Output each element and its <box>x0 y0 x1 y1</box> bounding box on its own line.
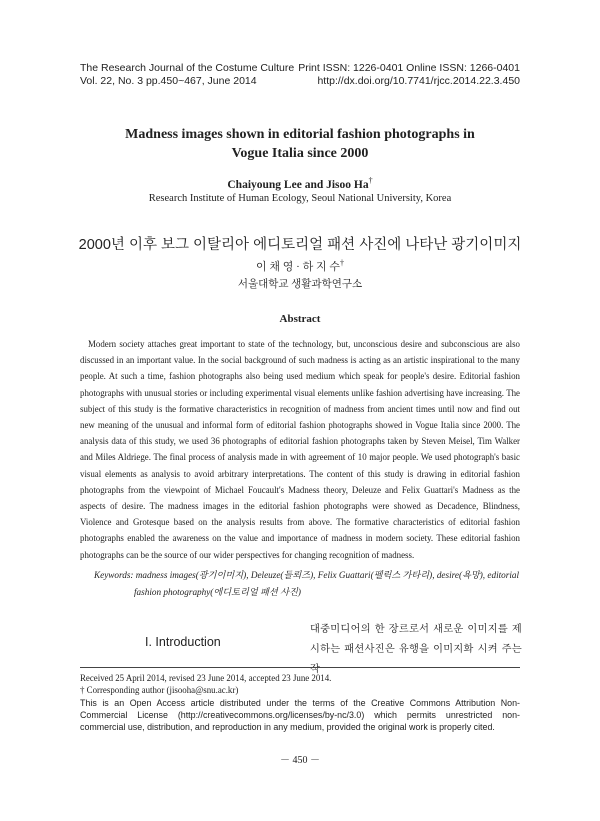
issn-info: Print ISSN: 1226-0401 Online ISSN: 1266-0401 <box>298 62 520 74</box>
page-number: － 450 － <box>280 755 320 766</box>
keywords-line-2: fashion photography(에디토리얼 패션 사진) <box>134 587 301 597</box>
introduction-text: 대중미디어의 한 장르로서 새로운 이미지를 제시하는 패션사진은 유행을 이미지화 시켜 주는 작 <box>310 624 522 675</box>
received-dates: Received 25 April 2014, revised 23 June 2014, accepted 23 June 2014. <box>80 673 332 683</box>
corresponding-mark: † <box>368 176 373 185</box>
korean-title: 2000년 이후 보그 이탈리아 에디토리얼 패션 사진에 나타난 광기이미지 <box>78 237 522 253</box>
running-header-right <box>298 62 520 88</box>
doi-link[interactable]: http://dx.doi.org/10.7741/rjcc.2014.22.3.450 <box>317 75 520 87</box>
korean-author-line <box>60 258 540 274</box>
author-line <box>60 176 540 191</box>
korean-author-names: 이 채 영 · 하 지 수 <box>256 261 340 273</box>
corresponding-author: † Corresponding author (jisooha@snu.ac.kr) <box>80 685 239 696</box>
running-header-left <box>80 62 294 88</box>
journal-name: The Research Journal of the Costume Culture <box>80 62 295 74</box>
korean-affiliation: 서울대학교 생활과학연구소 <box>237 279 363 290</box>
abstract-body: Modern society attaches great important to state of the technology, but, unconscious desire and subconscious are also discussed in an important value. In the social background of such madness is acting as an artistic inspirational to the many people. At such a time, fashion photographs also being used medium which speak for people's desire. Editorial fashion photographs with unusual stories or including experimental visual elements unlike fashion advertising have increasing. The subject of this study is the formative characteristics in recognition of madness from ancient times until now and find out new meaning of the unusual and informal form of editorial fashion photographs showed in Vogue Italia since 2000. The analysis data of this study, we used 36 photographs of editorial fashion photographs taken by Steven Meisel, Tim Walker and Miles Aldriege. The final process of analysis made in with agreement of 10 major people. We used photograph's basic visual elements as analysis to avoid arbitrary interpretations. The content of this study is drawing in editorial fashion photographs from the viewpoint of Michael Foucault's Madness theory, Deleuze and Felix Guattari's Madness as the aspects of desire. The madness images in the editorial fashion photographs were showed as Decadence, Blindness, Violence and Grotesque based on the analysis results from above. The formative characteristics of editorial fashion photographs enabled the awareness on the value and importance of madness in modern society. These editorial fashion photographs can be the source of our wider perspectives for changing recognition of madness. <box>80 339 520 560</box>
license-notice: This is an Open Access article distributed under the terms of the Creative Commons Attribution Non-Commercial License (http://creativecommons.org/licenses/by-nc/3.0) which permits unrestricted non-commercial use, distribution, and reproduction in any medium, provided the original work is properly cited. <box>80 697 520 733</box>
affiliation: Research Institute of Human Ecology, Seoul National University, Korea <box>148 193 452 204</box>
keywords-line-1: Keywords: madness images(광기이미지), Deleuze(들뢰즈), Felix Guattari(펠릭스 가타리), desire(욕망), editorial <box>94 570 520 580</box>
footnote-divider <box>80 667 520 668</box>
title-line-2: Vogue Italia since 2000 <box>231 146 369 161</box>
abstract-heading: Abstract <box>279 313 321 325</box>
section-heading-introduction: I. Introduction <box>145 635 221 649</box>
article-title <box>60 125 540 163</box>
volume-info: Vol. 22, No. 3 pp.450~467, June 2014 <box>80 75 257 87</box>
title-line-1: Madness images shown in editorial fashion photographs in <box>125 127 475 142</box>
korean-corresponding-mark: † <box>339 258 344 268</box>
keywords <box>94 567 522 601</box>
author-names: Chaiyoung Lee and Jisoo Ha <box>227 178 369 191</box>
footnotes <box>80 672 520 733</box>
